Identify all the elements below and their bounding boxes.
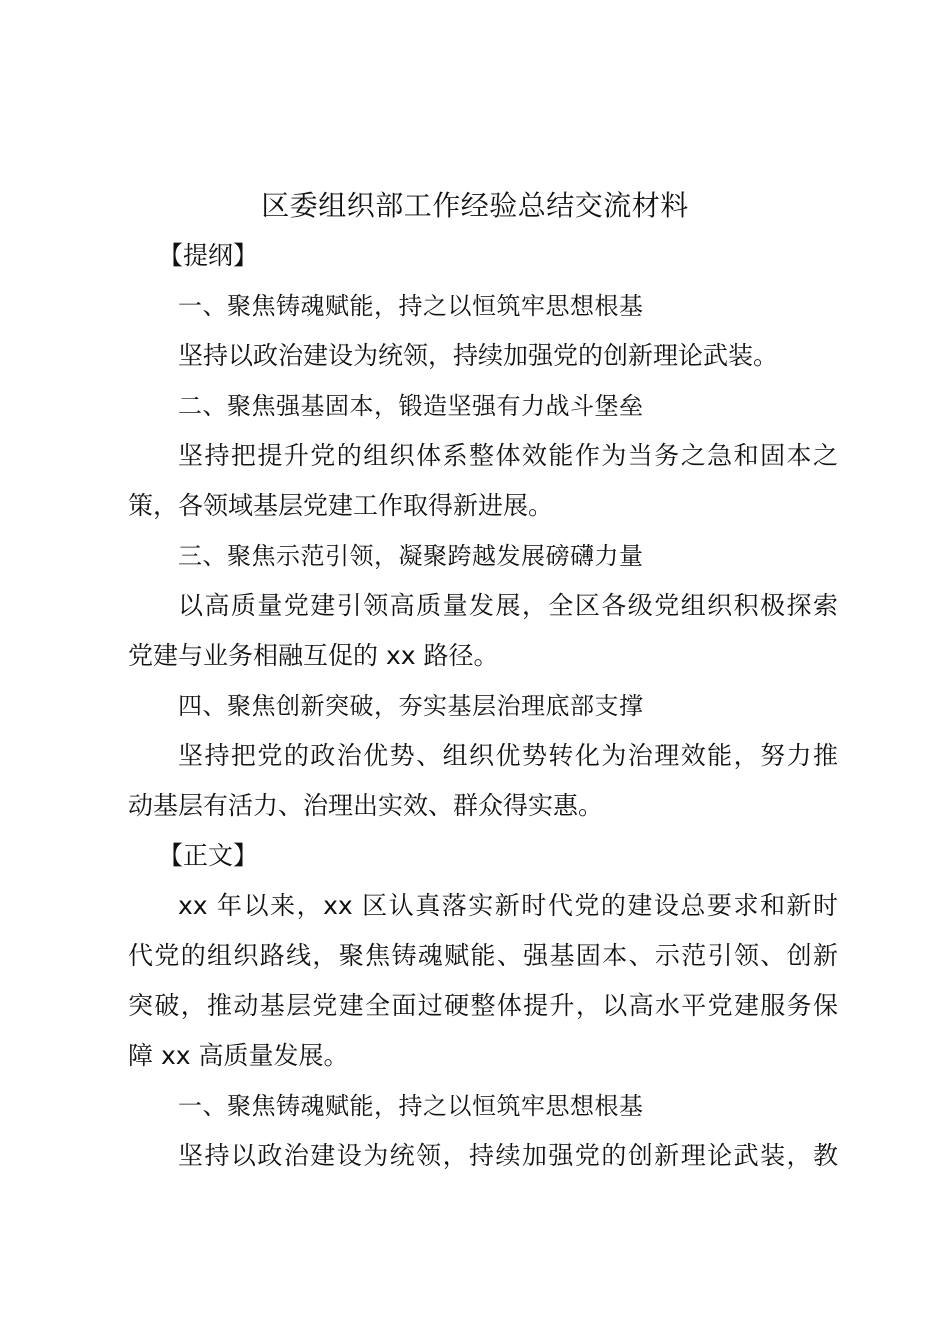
body-paragraph-1-line-2: 代党的组织路线，聚焦铸魂赋能、强基固本、示范引领、创新: [128, 941, 838, 970]
body-paragraph-1-line-4: 障 xx 高质量发展。: [128, 1041, 349, 1070]
outline-paragraph-2-line-2: 策，各领域基层党建工作取得新进展。: [128, 491, 554, 520]
outline-heading-1: 一、聚焦铸魂赋能，持之以恒筑牢思想根基: [178, 292, 644, 320]
body-paragraph-2-line-1: 坚持以政治建设为统领，持续加强党的创新理论武装，教: [178, 1141, 838, 1170]
outline-paragraph-4-line-2: 动基层有活力、治理出实效、群众得实惠。: [128, 791, 604, 820]
outline-paragraph-1: 坚持以政治建设为统领，持续加强党的创新理论武装。: [178, 341, 779, 370]
outline-heading-2: 二、聚焦强基固本，锻造坚强有力战斗堡垒: [178, 392, 644, 420]
outline-paragraph-4-line-1: 坚持把党的政治优势、组织优势转化为治理效能，努力推: [178, 741, 838, 770]
body-label: 【正文】: [158, 841, 259, 870]
outline-paragraph-3-line-1: 以高质量党建引领高质量发展，全区各级党组织积极探索: [178, 591, 838, 620]
outline-heading-4: 四、聚焦创新突破，夯实基层治理底部支撑: [178, 692, 644, 720]
document-title: 区委组织部工作经验总结交流材料: [261, 189, 689, 222]
body-heading-1: 一、聚焦铸魂赋能，持之以恒筑牢思想根基: [178, 1092, 644, 1120]
outline-heading-3: 三、聚焦示范引领，凝聚跨越发展磅礴力量: [178, 542, 644, 570]
body-paragraph-1-line-1: xx 年以来，xx 区认真落实新时代党的建设总要求和新时: [178, 891, 838, 920]
body-paragraph-1-line-3: 突破，推动基层党建全面过硬整体提升，以高水平党建服务保: [128, 991, 838, 1020]
outline-paragraph-2-line-1: 坚持把提升党的组织体系整体效能作为当务之急和固本之: [178, 441, 838, 470]
outline-label: 【提纲】: [158, 241, 259, 270]
outline-paragraph-3-line-2: 党建与业务相融互促的 xx 路径。: [128, 641, 499, 670]
